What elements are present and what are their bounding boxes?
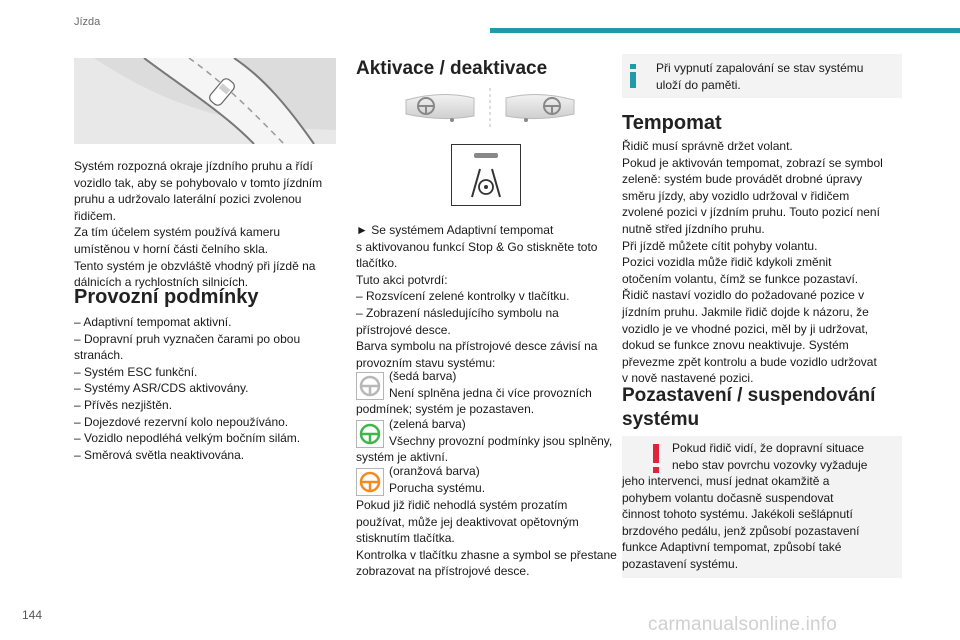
- text-line: nebo stav povrchu vozovky vyžaduje: [672, 457, 868, 472]
- lane-illustration: [74, 58, 336, 144]
- lane-description: [74, 158, 338, 291]
- grey-steering-wheel-icon: [356, 372, 384, 400]
- text-line: tlačítko.: [356, 256, 398, 271]
- lane-keeping-button-icon: [451, 144, 521, 206]
- heading-operating-conditions: Provozní podmínky: [74, 286, 259, 308]
- text-line: Barva symbolu na přístrojové desce závisí na: [356, 339, 598, 354]
- text-line: Za tím účelem systém používá kameru: [74, 225, 281, 240]
- text-line: zobrazovat na přístrojové desce.: [356, 564, 530, 579]
- heading-activation: Aktivace / deaktivace: [356, 58, 548, 79]
- text-line: zeleně: systém bude provádět drobné úpravy: [622, 172, 863, 187]
- green-state-color: (zelená barva): [389, 417, 466, 431]
- grey-state-text: Není splněna jedna či více provozních: [389, 386, 592, 400]
- text-line: pohybem volantu dočasně suspendovat: [622, 490, 834, 505]
- text-line: funkce Adaptivní tempomat, způsobí také: [622, 540, 842, 555]
- list-item: – Systémy ASR/CDS aktivovány.: [74, 381, 249, 396]
- text-line: – Rozsvícení zelené kontrolky v tlačítku.: [356, 289, 570, 304]
- text-line: uloží do paměti.: [656, 77, 741, 92]
- heading-line: systému: [622, 409, 700, 430]
- text-line: – Zobrazení následujícího symbolu na: [356, 305, 559, 320]
- green-state-text-2: systém je aktivní.: [356, 450, 449, 464]
- heading-suspension: [622, 384, 875, 432]
- list-item: – Směrová světla neaktivována.: [74, 447, 245, 462]
- text-line: jeho intervenci, musí jednat okamžitě a: [622, 474, 830, 488]
- list-item: – Vozidlo nepodléhá velkým bočním silám.: [74, 431, 301, 446]
- text-line: dokud se funkce znovu neaktivuje. Systém: [622, 338, 849, 353]
- text-line: nutně střed jízdního pruhu.: [622, 221, 765, 236]
- text-line: zvolené pozici v jízdním pruhu. Touto pozicí není: [622, 205, 880, 220]
- warning-text: [622, 473, 860, 573]
- heading-line: Pozastavení / suspendování: [622, 385, 876, 406]
- grey-state-text-2: podmínek; systém je pozastaven.: [356, 402, 535, 416]
- text-line: činnost tohoto systému. Jakékoli sešlápnutí: [622, 507, 853, 522]
- text-line: vozidlo je ve vhodné pozici, měl by ji udržovat,: [622, 321, 869, 336]
- text-line: pozastavení systému.: [622, 556, 739, 571]
- info-note: [622, 54, 902, 98]
- green-steering-wheel-icon: [356, 420, 384, 448]
- text-line: Systém rozpozná okraje jízdního pruhu a řídí: [74, 159, 313, 173]
- deactivation-text: [356, 497, 624, 580]
- heading-tempomat: Tempomat: [622, 112, 722, 134]
- text-line: pruhu a udržovalo laterální pozici zvolenou: [74, 192, 302, 207]
- orange-state-color: (oranžová barva): [389, 464, 480, 478]
- text-line: Řidič musí správně držet volant.: [622, 139, 793, 153]
- text-line: Při jízdě můžete cítit pohyby volantu.: [622, 238, 818, 253]
- text-line: v nově nastavené pozici.: [622, 371, 754, 386]
- road-curve-image: [74, 58, 336, 144]
- list-item: – Adaptivní tempomat aktivní.: [74, 315, 232, 329]
- text-line: řidičem.: [74, 208, 117, 223]
- text-line: Tento systém je obzvláště vhodný při jízdě na: [74, 258, 316, 273]
- text-line: umístěnou v horní části čelního skla.: [74, 241, 269, 256]
- steering-buttons-illustration: [402, 86, 578, 130]
- page-number: 144: [22, 608, 43, 622]
- list-item: stranách.: [74, 348, 124, 363]
- text-line: Pozici vozidla může řidič kdykoli změnit: [622, 255, 832, 270]
- text-line: Řidič nastaví vozidlo do požadované pozice v: [622, 288, 865, 303]
- grey-state-color: (šedá barva): [389, 369, 457, 383]
- text-line: dálnicích a rychlostních silnicích.: [74, 275, 249, 290]
- list-item: – Systém ESC funkční.: [74, 364, 198, 379]
- text-line: Kontrolka v tlačítku zhasne a symbol se přestane: [356, 547, 617, 562]
- text-line: s aktivovanou funkcí Stop & Go stiskněte toto: [356, 239, 598, 254]
- info-text: [656, 60, 863, 93]
- conditions-list: [74, 314, 338, 463]
- header-accent-bar: [490, 28, 960, 33]
- text-line: provozním stavu systému:: [356, 355, 496, 370]
- text-line: brzdového pedálu, jenž způsobí pozastavení: [622, 523, 860, 538]
- text-line: stisknutím tlačítka.: [356, 531, 455, 546]
- section-label: Jízda: [74, 16, 101, 28]
- tempomat-text: [622, 138, 912, 387]
- text-line: Při vypnutí zapalování se stav systému: [656, 61, 864, 75]
- text-line: otočením volantu, čímž se funkce pozastaví.: [622, 271, 859, 286]
- warning-text-indented: [672, 440, 867, 473]
- text-line: používat, může jej deaktivovat opětovným: [356, 514, 579, 529]
- text-line: Pokud je aktivován tempomat, zobrazí se symbol: [622, 155, 883, 170]
- orange-state-text: Porucha systému.: [389, 481, 486, 495]
- list-item: – Dopravní pruh vyznačen čarami po obou: [74, 331, 301, 346]
- text-line: Tuto akci potvrdí:: [356, 272, 448, 287]
- orange-steering-wheel-icon: [356, 468, 384, 496]
- text-line: ► Se systémem Adaptivní tempomat: [356, 223, 554, 237]
- warning-exclamation-icon: [650, 444, 662, 474]
- list-item: – Přívěs nezjištěn.: [74, 397, 173, 412]
- watermark: carmanualsonline.info: [648, 614, 838, 635]
- text-line: jízdním pruhu. Jakmile řidič dojde k názoru, že: [622, 304, 869, 319]
- green-state-text: Všechny provozní podmínky jsou splněny,: [389, 434, 613, 448]
- activation-text: [356, 222, 624, 371]
- info-icon: [626, 62, 640, 90]
- text-line: přístrojové desce.: [356, 322, 451, 337]
- text-line: Pokud řidič vidí, že dopravní situace: [672, 441, 865, 455]
- text-line: převezme zpět kontrolu a bude vozidlo udržovat: [622, 354, 877, 369]
- warning-note: [622, 436, 902, 578]
- text-line: směru jízdy, aby vozidlo udržoval v řidičem: [622, 188, 850, 203]
- text-line: vozidlo tak, aby se pohybovalo v tomto jízdním: [74, 175, 323, 190]
- list-item: – Dojezdové rezervní kolo nepoužíváno.: [74, 414, 289, 429]
- steering-wheel-buttons-icon: [402, 86, 578, 130]
- text-line: Pokud již řidič nehodlá systém prozatím: [356, 498, 568, 512]
